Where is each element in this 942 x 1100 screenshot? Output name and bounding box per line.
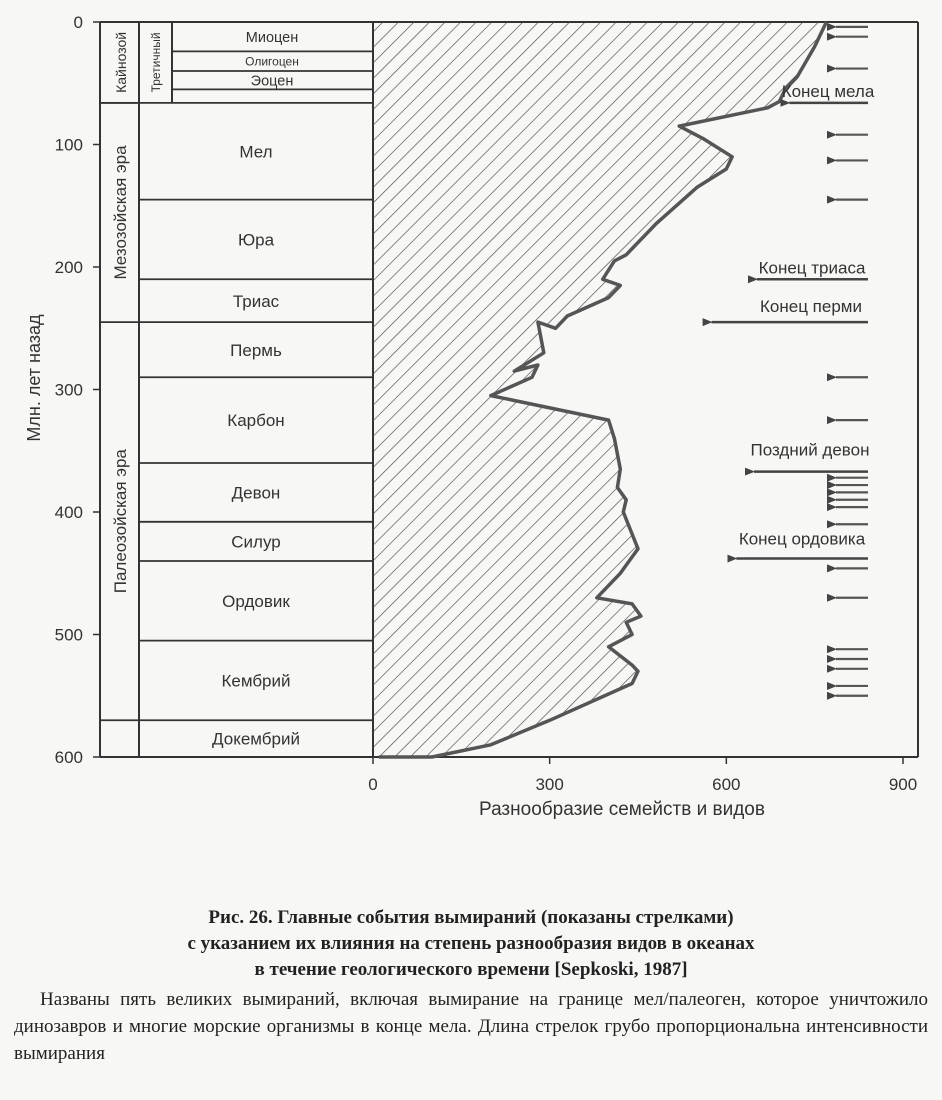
period-column [100,30,373,757]
period-label: Олигоцен [245,54,299,69]
x-tick-label: 0 [368,775,378,794]
y-tick-label: 600 [54,748,83,767]
x-axis-label: Разнообразие семейств и видов [479,799,765,820]
extinction-label: Конец триаса [758,258,866,278]
period-label: Девон [231,483,281,503]
diversity-area [373,22,826,757]
diversity-fill [373,22,826,757]
extinction-arrows [712,27,875,696]
y-tick-label: 300 [54,380,83,400]
x-tick-label: 600 [712,775,741,794]
y-tick-label: 100 [54,135,83,155]
extinction-label: Поздний девон [750,440,870,460]
y-tick-label: 0 [73,13,83,32]
period-label: Юра [237,230,275,250]
y-tick-label: 400 [54,503,83,522]
period-label: Пермь [230,340,282,360]
era-label: Мезозойская эра [111,145,130,280]
period-label: Карбон [227,411,285,431]
tertiary-label: Третичный [149,32,163,93]
era-label: Кайнозой [113,31,129,93]
period-label: Силур [231,532,281,552]
period-label: Мел [239,142,273,162]
caption-title-line: в течение геологического времени [Sepkoski, 1987] [254,959,688,980]
figure-caption [0,905,942,1067]
caption-title-line: с указанием их влияния на степень разнообразия видов в океанах [187,933,755,954]
extinction-label: Конец мела [781,81,875,101]
y-tick-label: 200 [54,258,83,277]
period-label: Докембрий [212,729,300,749]
x-tick-label: 300 [535,775,564,794]
caption-body: Названы пять великих вымираний, включая вымирание на границе мел/палеоген, которое уничтожило динозавров и многие морские организмы в конце мела. Длина стрелок грубо пропорциональна интенсивности вымирания [14,989,928,1064]
period-label: Эоцен [250,73,294,90]
y-axis-label: Млн. лет назад [24,314,44,442]
period-label: Кембрий [221,671,291,691]
y-tick-label: 500 [54,625,83,645]
era-label: Палеозойская эра [111,449,130,594]
period-label: Триас [232,291,280,311]
era-column [100,32,163,720]
extinction-label: Конец ордовика [738,529,866,549]
extinction-label: Конец перми [760,297,862,317]
caption-title [0,905,942,983]
period-label: Ордовик [222,591,290,611]
caption-title-line: Рис. 26. Главные события вымираний (показаны стрелками) [208,907,734,928]
x-tick-label: 900 [888,775,918,794]
period-label: Миоцен [245,29,299,46]
